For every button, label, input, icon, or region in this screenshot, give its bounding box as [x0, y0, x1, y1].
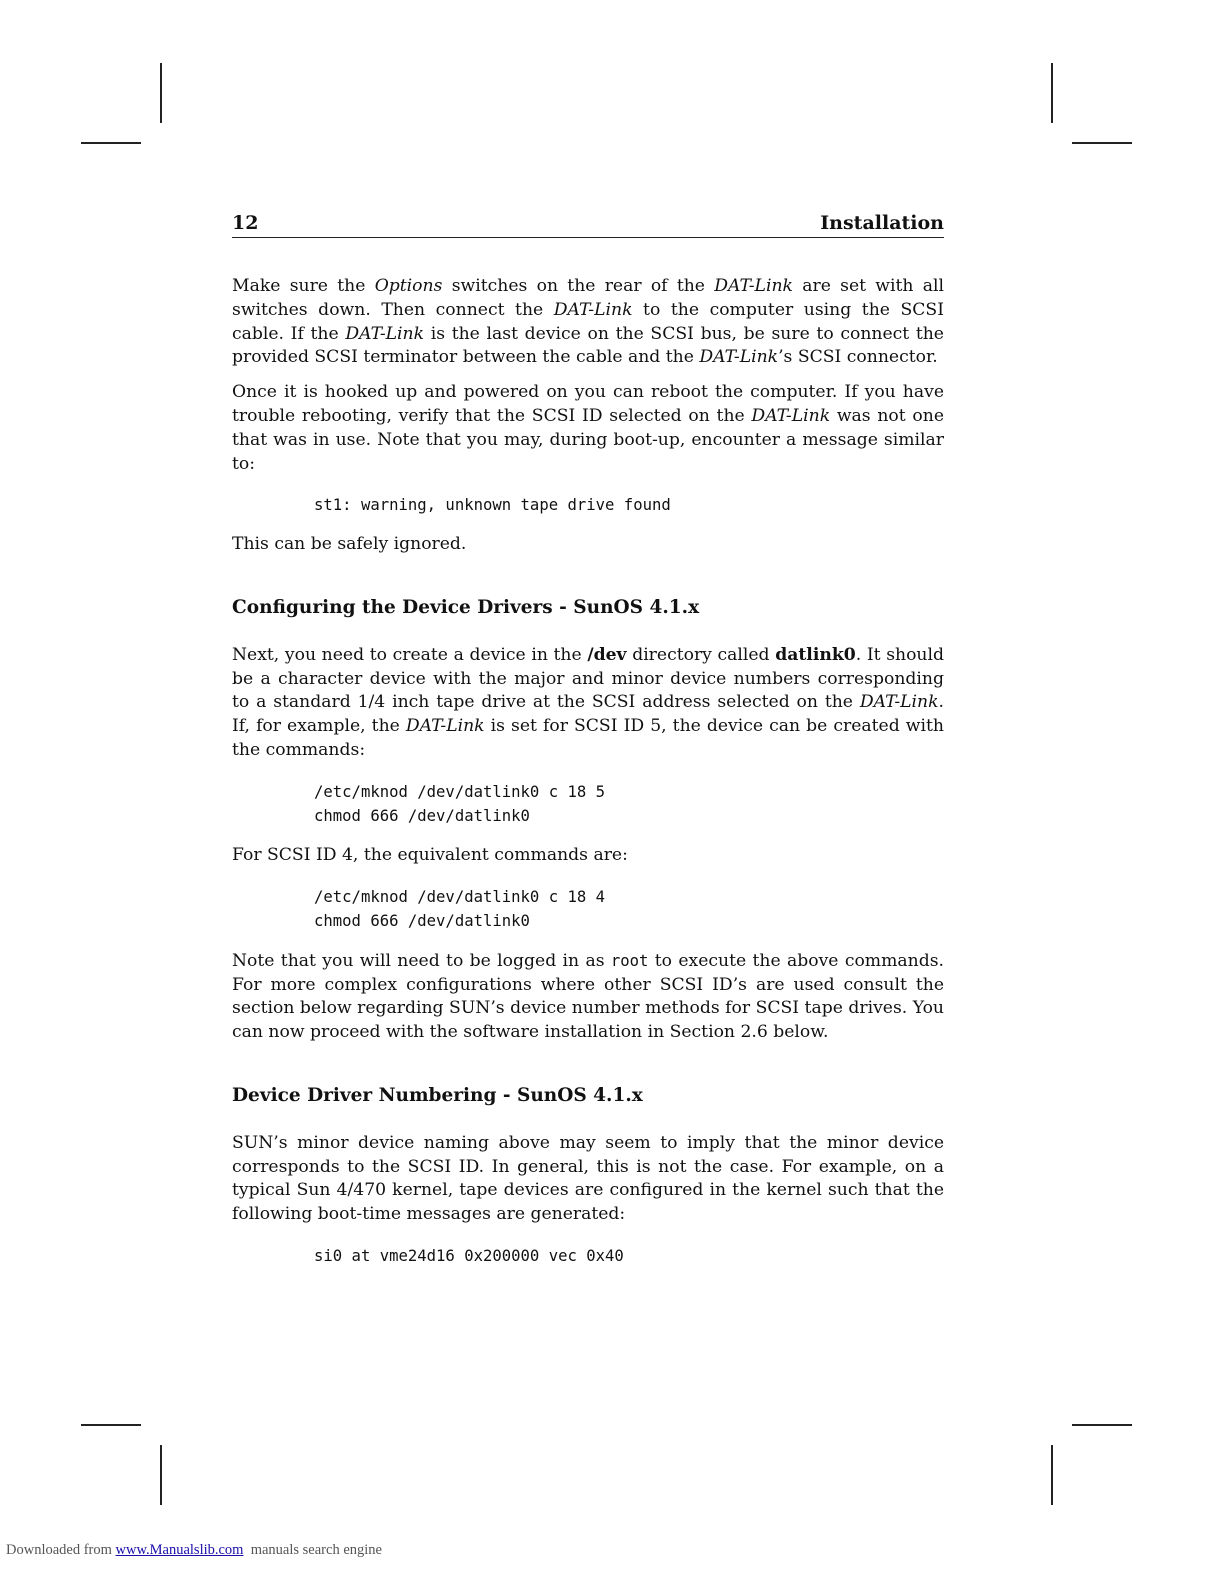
code-block-scsi-id-4 [232, 886, 944, 934]
code-boot-message: si0 at vme24d16 0x200000 vec 0x40 [314, 1246, 624, 1265]
crop-mark-top-left-horizontal [81, 142, 141, 144]
crop-mark-top-right-vertical [1051, 63, 1053, 123]
section-heading-device-numbering: Device Driver Numbering - SunOS 4.1.x [232, 1084, 643, 1106]
chapter-title: Installation [820, 212, 944, 234]
paragraph-scsi-id-4: For SCSI ID 4, the equivalent commands are: [232, 845, 628, 866]
paragraph-reboot: Once it is hooked up and powered on you can reboot the computer. If you have trouble rebooting, verify that the SCSI ID selected on the DAT-Link was not one that was in use. Note that you may, during boot-up, encounter a message similar to: [232, 382, 944, 474]
code-line: /etc/mknod /dev/datlink0 c 18 5 [314, 782, 606, 801]
code-line: chmod 666 /dev/datlink0 [314, 911, 530, 930]
crop-mark-bottom-right-horizontal [1072, 1424, 1132, 1426]
section-heading-configuring-drivers: Configuring the Device Drivers - SunOS 4.1.x [232, 596, 700, 618]
paragraph-ignore: This can be safely ignored. [232, 534, 467, 555]
page-number: 12 [232, 212, 259, 234]
crop-mark-bottom-left-horizontal [81, 1424, 141, 1426]
paragraph-root-note: Note that you will need to be logged in as root to execute the above commands. For more complex configurations where other SCSI ID’s are used consult the section below regarding SUN’s device number methods for SCSI tape drives. You can now proceed with the software installation in Section 2.6 below. [232, 950, 944, 1043]
running-header [232, 210, 944, 238]
page-body [232, 275, 944, 1269]
manualslib-link[interactable]: www.Manualslib.com [115, 1542, 244, 1558]
code-line: /etc/mknod /dev/datlink0 c 18 4 [314, 888, 606, 907]
code-boot-warning: st1: warning, unknown tape drive found [314, 496, 671, 515]
download-footer: Downloaded from www.Manualslib.com manuals search engine [6, 1542, 382, 1558]
paragraph-create-device: Next, you need to create a device in the /dev directory called datlink0. It should be a character device with the major and minor device numbers corresponding to a standard 1/4 inch tape drive at the SCSI address selected on the DAT-Link. If, for example, the DAT-Link is set for SCSI ID 5, the device can be created with the commands: [232, 644, 944, 760]
code-line: chmod 666 /dev/datlink0 [314, 806, 530, 825]
code-block-scsi-id-5 [232, 781, 944, 829]
crop-mark-top-left-vertical [160, 63, 162, 123]
paragraph-minor-device: SUN’s minor device naming above may seem to imply that the minor device corresponds to the SCSI ID. In general, this is not the case. For example, on a typical Sun 4/470 kernel, tape devices are configured in the kernel such that the following boot-time messages are generated: [232, 1132, 944, 1225]
crop-mark-bottom-left-vertical [160, 1445, 162, 1505]
paragraph-options-switches: Make sure the Options switches on the rear of the DAT-Link are set with all switches down. Then connect the DAT-Link to the computer using the SCSI cable. If the DAT-Link is the last device on the SCSI bus, be sure to connect the provided SCSI terminator between the cable and the DAT-Link’s SCSI connector. [232, 276, 945, 368]
crop-mark-top-right-horizontal [1072, 142, 1132, 144]
crop-mark-bottom-right-vertical [1051, 1445, 1053, 1505]
